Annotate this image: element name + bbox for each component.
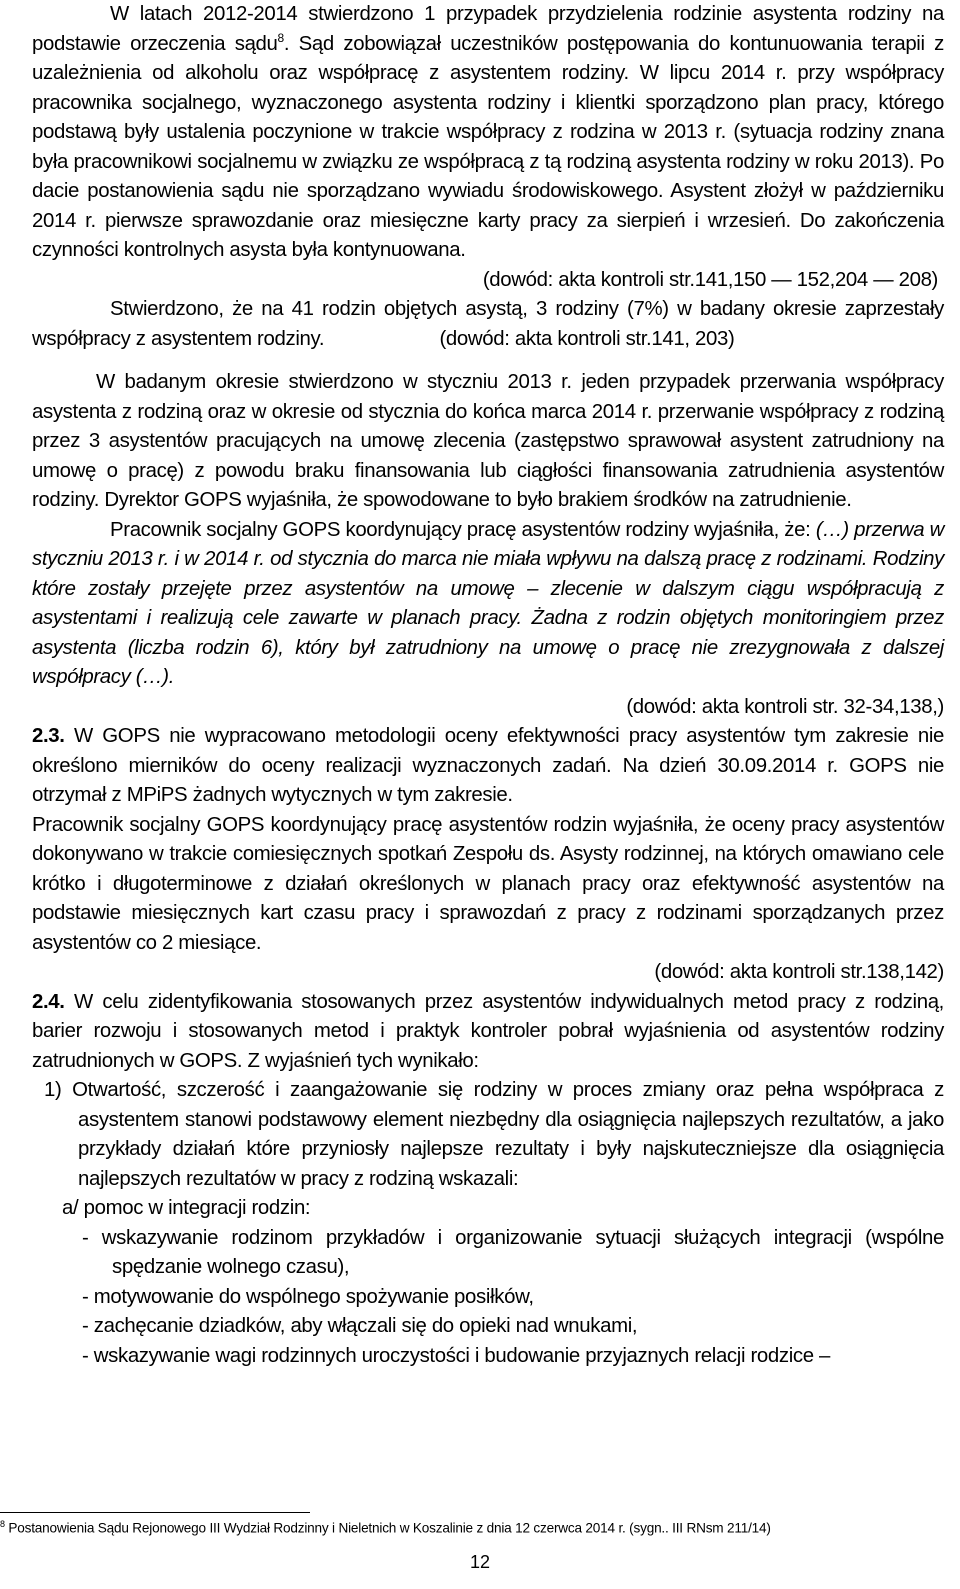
list-item: - wskazywanie rodzinom przykładów i organizowanie sytuacji służących integracji (wspólne spędzanie wolnego czasu),	[82, 1226, 944, 1278]
footnote-number: 8	[0, 1519, 5, 1529]
section-2-4-text: W celu zidentyfikowania stosowanych przez asystentów indywidualnych metod pracy z rodziną, barier rozwoju i stosowanych metod i praktyk kontroler pobrał wyjaśnienia od asystentów rodziny zatrudnionych w GOPS. Z wyjaśnień tych wynikało:	[32, 990, 944, 1072]
evidence-1: (dowód: akta kontroli str.141,150 — 152,204 — 208)	[482, 268, 938, 291]
paragraph-4	[32, 516, 944, 693]
paragraph-4-intro: Pracownik socjalny GOPS koordynujący pracę asystentów rodziny wyjaśniła, że:	[110, 518, 816, 541]
evidence-2: (dowód: akta kontroli str.141, 203)	[439, 327, 735, 350]
footnote-ref: 8	[277, 30, 284, 45]
footnote-separator	[0, 1512, 310, 1513]
list-item: - motywowanie do wspólnego spożywanie posiłków,	[82, 1285, 534, 1308]
list-item: - zachęcanie dziadków, aby włączali się do opieki nad wnukami,	[82, 1315, 638, 1337]
paragraph-2-text: Stwierdzono, że na 41 rodzin objętych asystą, 3 rodziny (7%) w badany okresie zaprzestały współpracy z asystentem rodziny.	[32, 298, 944, 350]
section-number: 2.3.	[32, 725, 65, 747]
document-page	[32, 0, 944, 1371]
list-item: - wskazywanie wagi rodzinnych uroczystości i budowanie przyjaznych relacji rodzice –	[82, 1344, 831, 1367]
section-2-4	[32, 988, 944, 1077]
paragraph-3: W badanym okresie stwierdzono w styczniu 2013 r. jeden przypadek przerwania współpracy asystenta z rodziną oraz w okresie od stycznia do końca marca 2014 r. przerwanie współpracy z rodziną przez 3 asystentów pracujących na umowę zlecenia (zastępstwo sprawował asystent zatrudniony na umowę o pracę) z powodu braku finansowania lub ciągłości finansowania zatrudnienia asystentów rodziny. Dyrektor GOPS wyjaśniła, że spowodowane to było brakiem środków na zatrudnienie.	[32, 371, 944, 511]
sub-heading: a/ pomoc w integracji rodzin:	[62, 1197, 311, 1219]
footnote	[0, 1519, 771, 1536]
evidence-3: (dowód: akta kontroli str. 32-34,138,)	[626, 695, 944, 718]
section-2-3-text: W GOPS nie wypracowano metodologii oceny efektywności pracy asystentów tym zakresie nie określono mierników do oceny realizacji wyznaczonych zadań. Na dzień 30.09.2014 r. GOPS nie otrzymał z MPiPS żadnych wytycznych w tym zakresie.	[32, 725, 944, 806]
section-2-3	[32, 722, 944, 811]
evidence-4: (dowód: akta kontroli str.138,142)	[654, 961, 944, 983]
section-number: 2.4.	[32, 990, 65, 1013]
page-number: 12	[469, 1552, 491, 1572]
paragraph-5: Pracownik socjalny GOPS koordynujący pracę asystentów rodzin wyjaśniła, że oceny pracy asystentów dokonywano w trakcie comiesięcznych spotkań Zespołu ds. Asysty rodzinnej, na których omawiano cele krótko i długoterminowe z działań określonych w planach pracy oraz efektywność asystentów na podstawie miesięcznych kart czasu pracy i sprawozdań z pracy z rodzinami sporządzanych przez asystentów co 2 miesiące.	[32, 813, 944, 954]
paragraph-1-text: W latach 2012-2014 stwierdzono 1 przypadek przydzielenia rodzinie asystenta rodziny na podstawie orzeczenia sądu	[32, 3, 944, 55]
paragraph-2	[32, 295, 944, 354]
footnote-text: Postanowienia Sądu Rejonowego III Wydział Rodzinny i Nieletnich w Koszalinie z dnia 12 czerwca 2014 r. (sygn.. III RNsm 211/14)	[4, 1520, 771, 1536]
paragraph-1-text-cont: . Sąd zobowiązał uczestników postępowania do kontunuowania terapii z uzależnienia od alkoholu oraz współpracę z asystentem rodziny. W lipcu 2014 r. przy współpracy pracownika socjalnego, wyznaczonego asystenta rodziny i klientki sporządzono plan pracy, którego podstawą były ustalenia poczynione w trakcie współpracy z rodzina w 2013 r. (sytuacja rodziny znana była pracownikowi socjalnemu w związku ze współpracą z tą rodziną asystenta rodziny w roku 2013). Po dacie postanowienia sądu nie sporządzano wywiadu środowiskowego. Asystent złożył w październiku 2014 r. pierwsze sprawozdanie oraz miesięczne karty pracy za sierpień i wrzesień. Do zakończenia czynności kontrolnych asysta była kontynuowana.	[32, 32, 944, 261]
paragraph-4-quote: (…) przerwa w styczniu 2013 r. i w 2014 r. od stycznia do marca nie miała wpływu na dalszą pracę z rodzinami. Rodziny które zostały przejęte przez asystentów na umowę – zlecenie w dalszym ciągu współpracują z asystentami i realizują cele zawarte w planach pracy. Żadna z rodzin objętych monitoringiem przez asystenta (liczba rodzin 6), który był zatrudniony na umowę o pracę nie zrezygnowała z dalszej współpracy (…).	[32, 518, 944, 688]
document-body	[32, 0, 944, 1371]
list-item: 1) Otwartość, szczerość i zaangażowanie się rodziny w proces zmiany oraz pełna współpraca z asystentem stanowi podstawowy element niezbędny dla osiągnięcia najlepszych rezultatów, a jako przykłady działań które przyniosły najlepsze rezultaty i były najskuteczniejsze dla osiągnięcia najlepszych rezultatów w pracy z rodziną wskazali:	[44, 1079, 944, 1190]
paragraph-1	[32, 0, 944, 266]
